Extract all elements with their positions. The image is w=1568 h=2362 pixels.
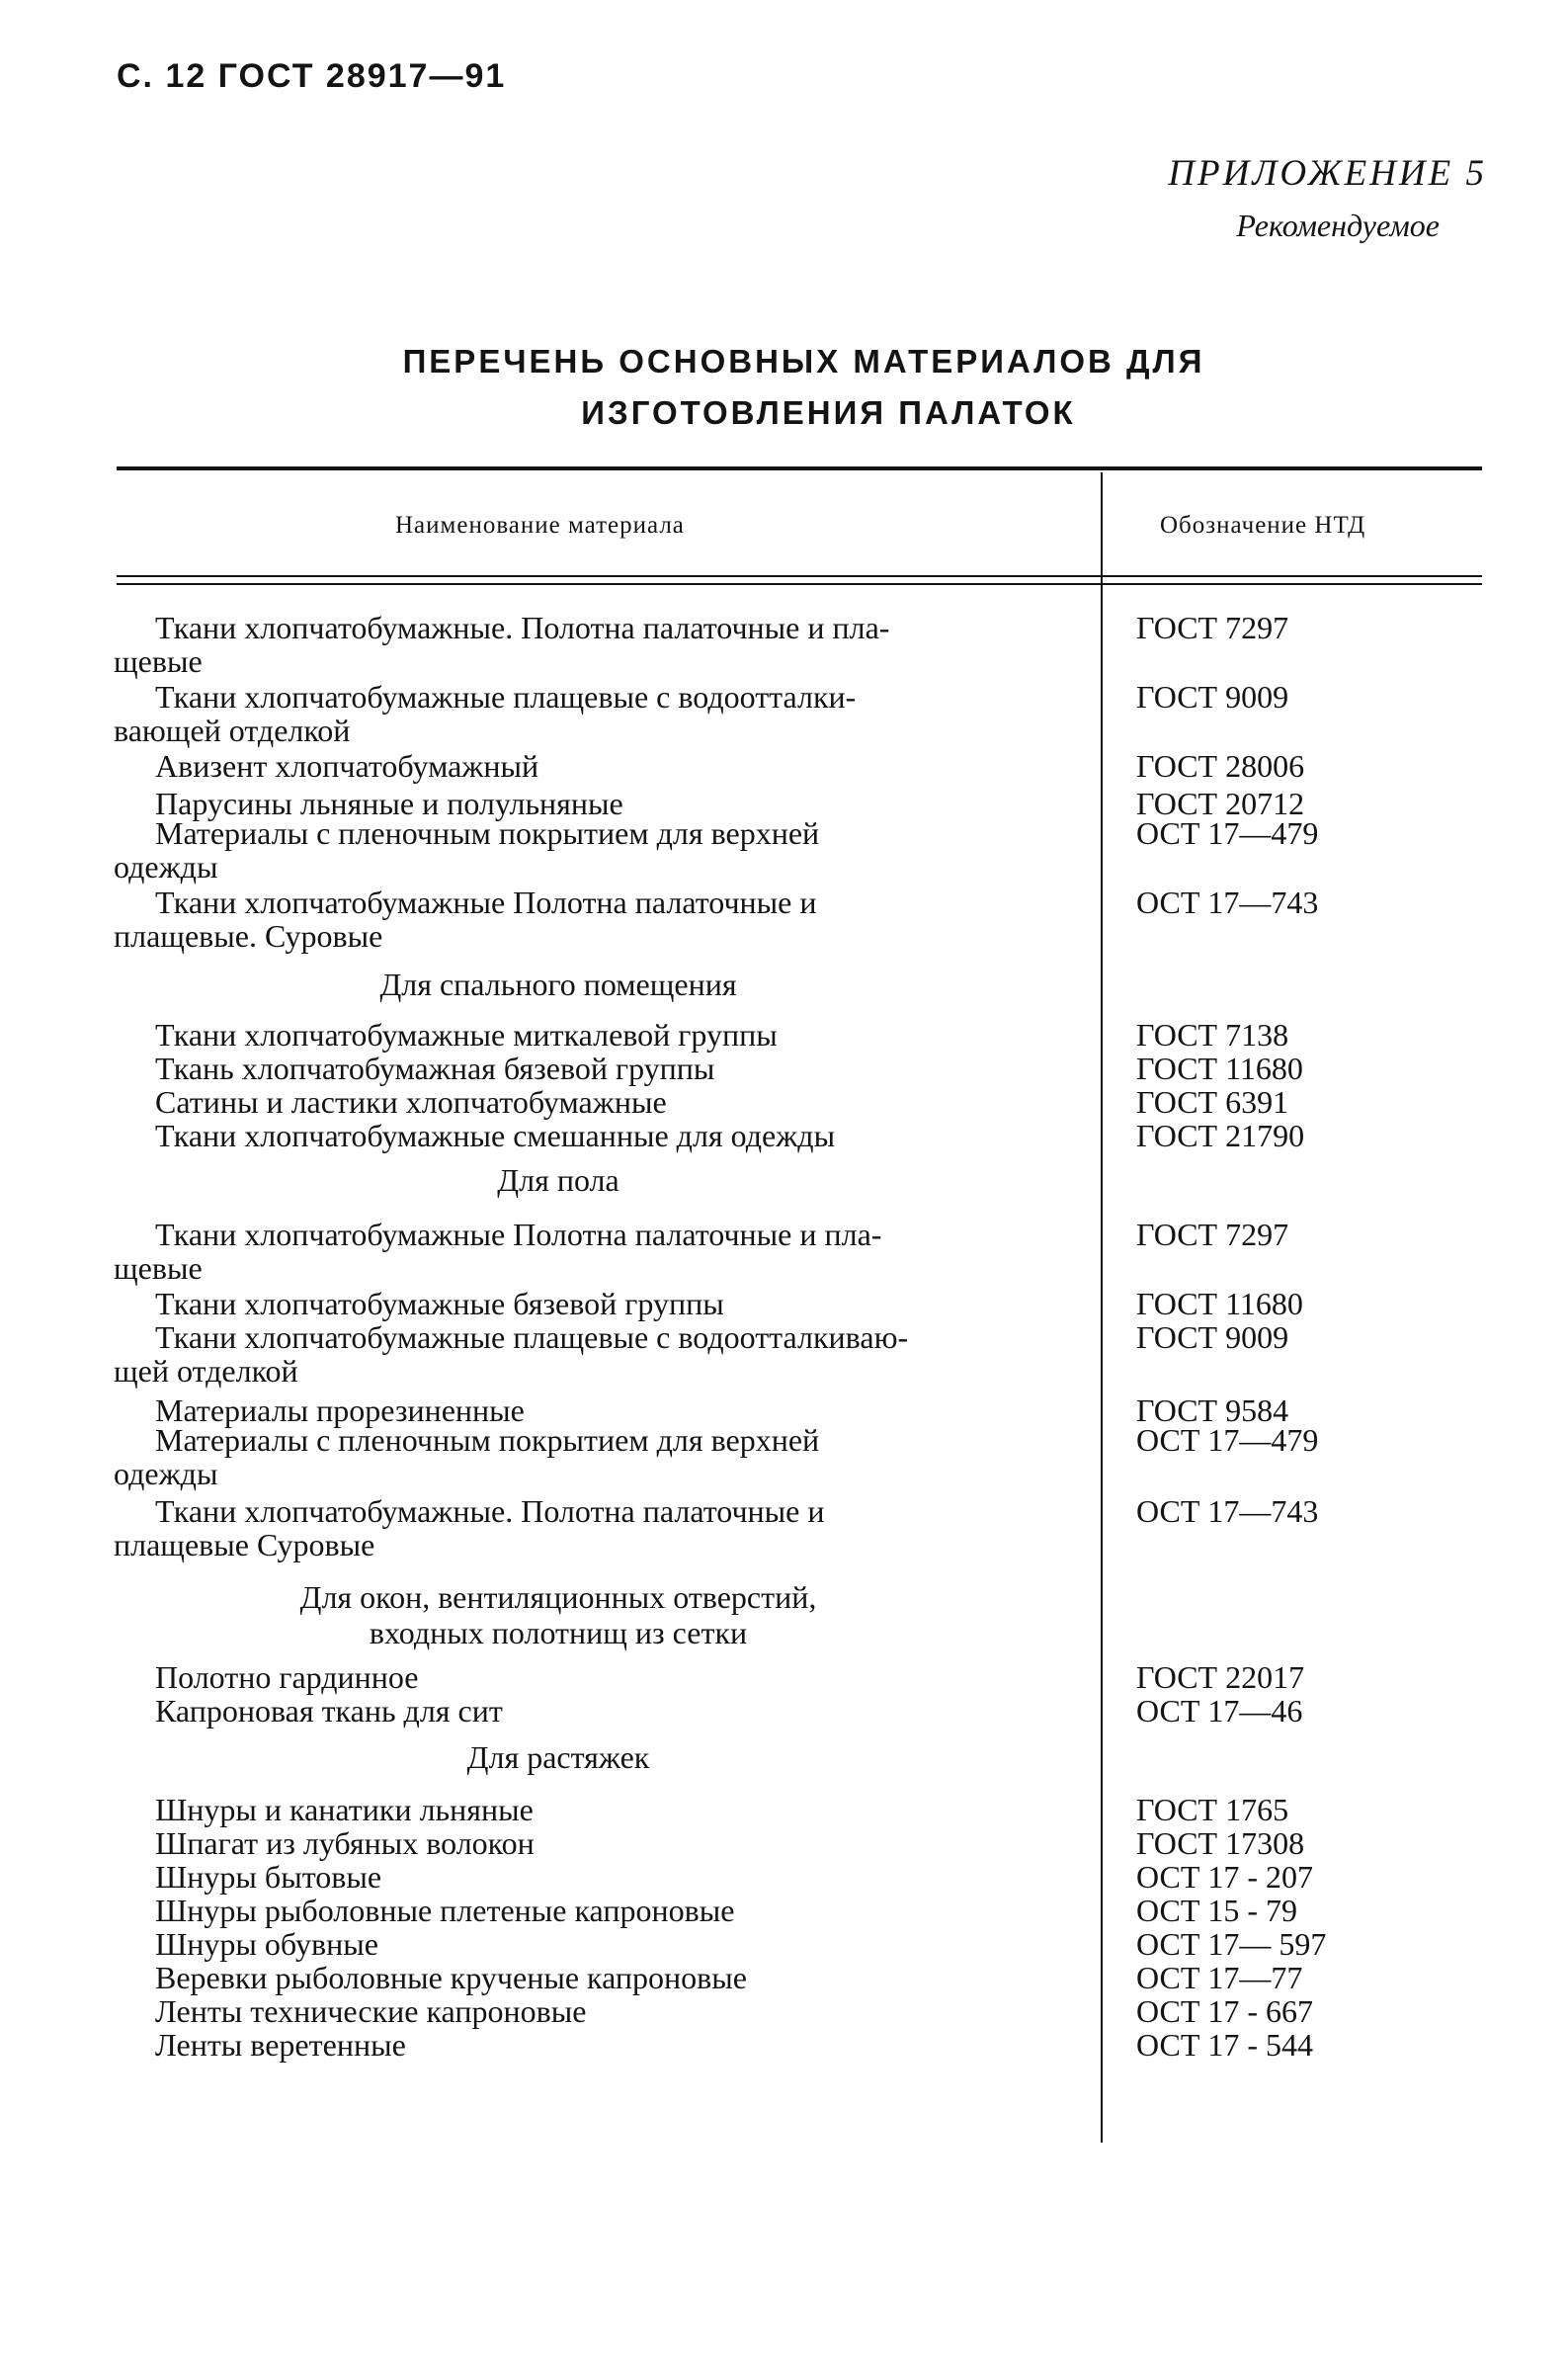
list-item (0, 1793, 1568, 1826)
standard-code: ГОСТ 6391 (1136, 1084, 1289, 1120)
material-name: Капроновая ткань для сит (155, 1693, 503, 1729)
standard-code: ОСТ 17—743 (1136, 1493, 1319, 1529)
material-name-cont: вающей отделкой (114, 713, 351, 748)
section-title: Для пола (497, 1162, 619, 1198)
materials-list (0, 611, 1568, 2062)
page-header: С. 12 ГОСТ 28917—91 (117, 57, 507, 95)
standard-code: ГОСТ 1765 (1136, 1792, 1289, 1827)
standard-code: ГОСТ 28006 (1136, 748, 1305, 784)
material-name: Веревки рыболовные крученые капроновые (155, 1960, 747, 1995)
list-item (0, 1494, 1568, 1579)
material-name: Шнуры рыболовные плетеные капроновые (155, 1893, 735, 1928)
table-header-rule-2 (117, 583, 1482, 585)
material-name-cont: щей отделкой (114, 1353, 298, 1389)
list-item (0, 749, 1568, 787)
standard-code: ОСТ 17— 597 (1136, 1926, 1327, 1962)
material-name: Ткани хлопчатобумажные бязевой группы (155, 1286, 724, 1321)
material-name: Ткани хлопчатобумажные. Полотна палаточные и (155, 1493, 825, 1529)
list-item (0, 1085, 1568, 1119)
standard-code: ГОСТ 17308 (1136, 1825, 1305, 1861)
list-item (0, 1994, 1568, 2028)
material-name: Авизент хлопчатобумажный (155, 748, 539, 784)
list-item (0, 2028, 1568, 2062)
material-name: Ткани хлопчатобумажные смешанные для одежды (155, 1118, 836, 1153)
standard-code: ОСТ 17—743 (1136, 885, 1319, 920)
section-heading (0, 967, 1568, 1018)
list-item (0, 1927, 1568, 1961)
standard-code: ГОСТ 9009 (1136, 1319, 1289, 1355)
material-name: Материалы с пленочным покрытием для верхней (155, 815, 820, 851)
column-header-name: Наименование материала (395, 512, 685, 539)
standard-code: ОСТ 17 - 207 (1136, 1859, 1314, 1895)
material-name: Шнуры обувные (155, 1926, 378, 1962)
standard-code: ГОСТ 21790 (1136, 1118, 1305, 1153)
list-item (0, 680, 1568, 749)
material-name: Сатины и ластики хлопчатобумажные (155, 1084, 667, 1120)
material-name: Ленты веретенные (155, 2027, 406, 2063)
material-name: Ткани хлопчатобумажные миткалевой группы (155, 1017, 778, 1053)
section-heading (0, 1162, 1568, 1218)
appendix-number: ПРИЛОЖЕНИЕ 5 (1168, 153, 1487, 194)
list-item (0, 886, 1568, 967)
standard-code: ГОСТ 20712 (1136, 786, 1305, 821)
material-name: Ткани хлопчатобумажные плащевые с водоотталки- (155, 679, 857, 715)
material-name: Ткани хлопчатобумажные. Полотна палаточные и пла- (155, 610, 890, 645)
material-name-cont: одежды (114, 1456, 218, 1491)
standard-code: ГОСТ 11680 (1136, 1051, 1303, 1086)
section-heading (0, 1579, 1568, 1660)
material-name: Материалы прорезиненные (155, 1392, 525, 1428)
standard-code: ГОСТ 9009 (1136, 679, 1289, 715)
column-header-code: Обозначение НТД (1160, 512, 1366, 539)
standard-code: ГОСТ 7138 (1136, 1017, 1289, 1053)
appendix-status: Рекомендуемое (1236, 208, 1440, 243)
material-name: Шнуры и канатики льняные (155, 1792, 534, 1827)
material-name: Полотно гардинное (155, 1659, 419, 1695)
appendix-block (1168, 148, 1487, 251)
material-name: Ткани хлопчатобумажные Полотна палаточные и пла- (155, 1217, 882, 1252)
list-item (0, 1392, 1568, 1428)
list-item (0, 1052, 1568, 1085)
list-item (0, 1320, 1568, 1393)
standard-code: ОСТ 17—479 (1136, 815, 1319, 851)
standard-code: ОСТ 17—77 (1136, 1960, 1303, 1995)
standard-code: ОСТ 17 - 544 (1136, 2027, 1314, 2063)
document-title-line-1: ПЕРЕЧЕНЬ ОСНОВНЫХ МАТЕРИАЛОВ ДЛЯ (402, 343, 1205, 380)
standard-code: ГОСТ 7297 (1136, 610, 1289, 645)
document-title (0, 336, 1568, 439)
standard-code: ОСТ 17—46 (1136, 1693, 1303, 1729)
material-name-cont: щевые (114, 643, 203, 679)
material-name: Материалы с пленочным покрытием для верхней (155, 1422, 820, 1458)
section-title-cont: входных полотнищ из сетки (369, 1615, 748, 1650)
table-top-rule (117, 466, 1482, 470)
section-title: Для спального помещения (379, 967, 737, 1002)
section-title: Для растяжек (466, 1739, 650, 1775)
material-name: Шпагат из лубяных волокон (155, 1825, 535, 1861)
list-item (0, 1119, 1568, 1162)
list-item (0, 1218, 1568, 1287)
list-item (0, 1860, 1568, 1894)
list-item (0, 1423, 1568, 1494)
standard-code: ГОСТ 11680 (1136, 1286, 1303, 1321)
table-header-rule-1 (117, 575, 1482, 577)
standard-code: ГОСТ 22017 (1136, 1659, 1305, 1695)
list-item (0, 1894, 1568, 1927)
standard-code: ГОСТ 9584 (1136, 1392, 1289, 1428)
list-item (0, 816, 1568, 886)
list-item (0, 1018, 1568, 1052)
list-item (0, 611, 1568, 680)
material-name-cont: одежды (114, 849, 218, 885)
material-name-cont: плащевые Суровые (114, 1527, 375, 1562)
material-name: Ткань хлопчатобумажная бязевой группы (155, 1051, 715, 1086)
material-name: Ткани хлопчатобумажные плащевые с водоотталкиваю- (155, 1319, 909, 1355)
list-item (0, 1660, 1568, 1694)
section-title: Для окон, вентиляционных отверстий, (299, 1579, 817, 1615)
standard-code: ОСТ 17 - 667 (1136, 1993, 1314, 2029)
list-item (0, 1287, 1568, 1320)
material-name: Шнуры бытовые (155, 1859, 382, 1895)
material-name: Ленты технические капроновые (155, 1993, 587, 2029)
list-item (0, 1961, 1568, 1994)
list-item (0, 786, 1568, 821)
document-title-line-2: ИЗГОТОВЛЕНИЯ ПАЛАТОК (581, 394, 1076, 431)
list-item (0, 1826, 1568, 1860)
standard-code: ОСТ 17—479 (1136, 1422, 1319, 1458)
list-item (0, 1694, 1568, 1739)
material-name: Парусины льняные и полульняные (155, 786, 623, 821)
section-heading (0, 1739, 1568, 1793)
material-name-cont: щевые (114, 1250, 203, 1286)
standard-code: ОСТ 15 - 79 (1136, 1893, 1298, 1928)
standard-code: ГОСТ 7297 (1136, 1217, 1289, 1252)
material-name: Ткани хлопчатобумажные Полотна палаточные и (155, 885, 817, 920)
material-name-cont: плащевые. Суровые (114, 918, 383, 954)
